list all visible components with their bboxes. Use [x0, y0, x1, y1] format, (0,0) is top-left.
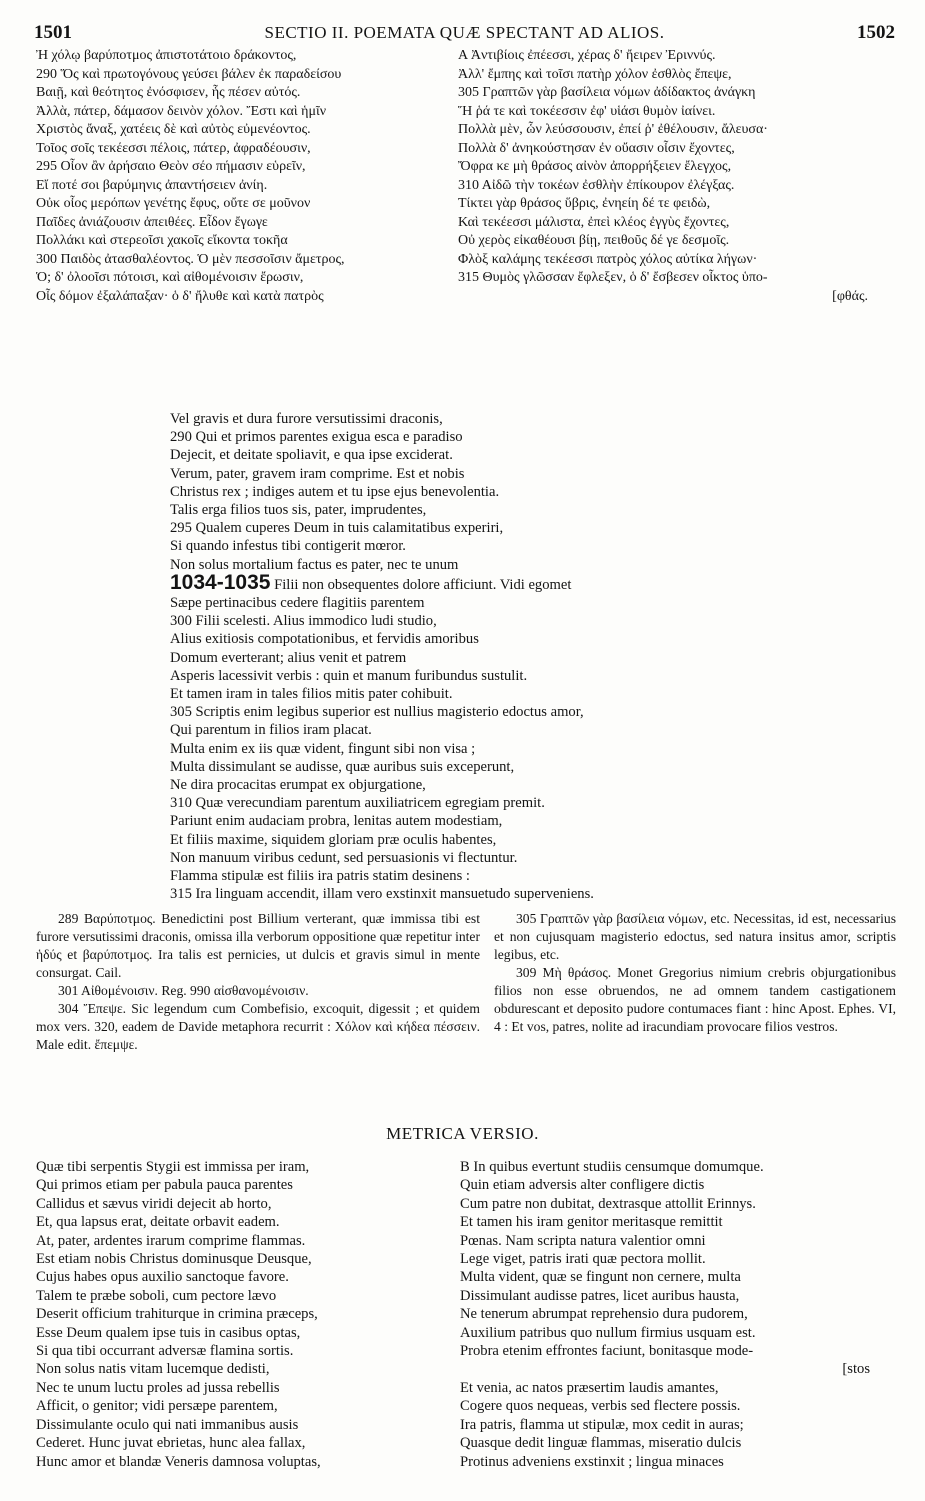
verse-line: Dissimulant audisse patres, licet auribus hausta, — [460, 1287, 740, 1304]
latin-line-with-marker — [170, 570, 810, 594]
greek-line: Πολλάκι καὶ στερεοῖσι χακοῖς εἴκοντα τοκῆα — [36, 233, 288, 248]
latin-line: 310 Quæ verecundiam parentum auxiliatricem egregiam premit. — [170, 795, 545, 812]
verse-line: Talem te præbe soboli, cum pectore lævo — [36, 1287, 277, 1304]
footnote: 305 Γραπτῶν γὰρ βασίλεια νόμων, etc. Necessitas, id est, necessarius et non cujusquam magisterio edoctus, sed natura insitus amor, scriptis legibus, etc. — [494, 911, 896, 962]
verse-line: Cederet. Hunc juvat ebrietas, hunc alea fallax, — [36, 1435, 306, 1452]
verse-line: Protinus adveniens exstinxit ; lingua minaces — [460, 1453, 724, 1470]
latin-translation — [170, 410, 810, 903]
verse-line: Ira patris, flamma ut stipulæ, mox cedit in auras; — [460, 1416, 744, 1433]
greek-line: Πολλὰ μὲν, ὧν λεύσσουσιν, ἐπεί ῥ' ἐθέλουσιν, ἄλευσα· — [458, 122, 768, 137]
footnotes-right — [494, 910, 896, 1036]
latin-line: Multa enim ex iis quæ vident, fingunt sibi non visa ; — [170, 740, 476, 757]
greek-line: Χριστὸς ἄναξ, χατέεις δὲ καὶ αὐτὸς εὐμενέοντος. — [36, 122, 311, 137]
verse-line: Cum patre non dubitat, dextrasque attollit Erinnys. — [460, 1195, 756, 1212]
greek-line: Οὐ χερὸς εἰκαθέουσι βίῃ, πειθοῦς δέ γε δεσμοῖς. — [458, 233, 730, 248]
metrica-versio-heading: METRICA VERSIO. — [386, 1124, 539, 1143]
latin-line: Vel gravis et dura furore versutissimi draconis, — [170, 411, 443, 427]
greek-line: Οἷς δόμον ἐξαλάπαξαν· ὁ δ' ἤλυθε καὶ κατὰ πατρὸς — [36, 288, 324, 304]
verse-line: At, pater, ardentes irarum comprime flammas. — [36, 1232, 306, 1249]
running-title: SECTIO II. POEMATA QUÆ SPECTANT AD ALIOS. — [264, 23, 665, 42]
greek-line: Ὄφρα κε μὴ θράσος αἰνὸν ἀπορρήξειεν ἔλεγχος, — [458, 159, 732, 174]
footnote: 289 Βαρύποτμος. Benedictini post Billium verterant, quæ immissa tibi est furore versutissimi draconis, omissa illa verborum oppositione quæ repetitur inter ἡδύς et βαρύποτμος. Ira talis est pernicies, ut dulcis et gravis simul in mente consurgat. Cail. — [36, 911, 480, 980]
latin-line: Sæpe pertinacibus cedere flagitiis parentem — [170, 595, 425, 612]
greek-line: Οὐκ οἶος μερόπων γενέτης ἔφυς, οὔτε σε μοῦνον — [36, 196, 311, 211]
latin-line: Non manuum viribus cedunt, sed persuasionis vi flectuntur. — [170, 849, 518, 866]
verse-line: Cogere quos nequeas, verbis sed flectere possis. — [460, 1398, 741, 1415]
verse-line: Dissimulante oculo qui nati immanibus ausis — [36, 1416, 299, 1433]
latin-line-text: Filii non obsequentes dolore afficiunt. Vidi egomet — [274, 576, 572, 593]
latin-line: Christus rex ; indiges autem et tu ipse ejus benevolentia. — [170, 483, 500, 500]
greek-line: 290 Ὅς καὶ πρωτογόνους γεύσει βάλεν ἐκ παραδείσου — [36, 66, 342, 82]
verse-line: [stos — [842, 1361, 870, 1378]
footnote: 309 Μὴ θράσος. Monet Gregorius nimium crebris objurgationibus filios non esse obruendos, ne ad omnem tandem castigationem obdurescant et deposito pudore contumaces fiant : hinc Apost. Ephes. VI, 4 : Et vos, patres, nolite ad iracundiam provocare filios vestros. — [494, 965, 896, 1034]
latin-line: Et filiis maxime, siquidem gloriam præ oculis habentes, — [170, 831, 497, 848]
latin-line: 290 Qui et primos parentes exigua esca e paradiso — [170, 429, 463, 446]
greek-line: Βαιῇ, καὶ θεότητος ἐνόσφισεν, ἧς πέσεν αὐτός. — [36, 85, 301, 100]
verse-line: Quin etiam adversis alter confligere dictis — [460, 1177, 705, 1194]
greek-line: Ὁ; δ' ὀλοοῖσι πότοισι, καὶ αἰθομένοισιν ἔρωσιν, — [36, 270, 304, 285]
greek-line: 305 Γραπτῶν γὰρ βασίλεια νόμων ἀδίδακτος ἀνάγκη — [458, 85, 756, 100]
page-header — [34, 22, 895, 46]
verse-line: Lege viget, patris irati quæ pectora mollit. — [460, 1251, 706, 1268]
verse-line: Et, qua lapsus erat, deitate orbavit eadem. — [36, 1214, 280, 1231]
verse-line: Pœnas. Nam scripta natura valentior omni — [460, 1232, 706, 1249]
greek-line: Πολλὰ δ' ἀνηκούστησαν ἐν οὔασιν οἷσιν ἔχοντες, — [458, 140, 735, 156]
greek-line: A Ἀντιβίοις ἐπέεσσι, χέρας δ' ἤειρεν Ἐριννύς. — [458, 48, 716, 63]
greek-line: Ἀλλ' ἔμπης καὶ τοῖσι πατὴρ χόλον ἐσθλὸς ἔπεψε, — [458, 66, 732, 82]
column-marker: 1034-1035 — [170, 570, 271, 594]
latin-line: Talis erga filios tuos sis, pater, imprudentes, — [170, 502, 427, 519]
latin-line: Et tamen iram in tales filios mitis pater cohibuit. — [170, 686, 453, 703]
latin-line: 315 Ira linguam accendit, illam vero exstinxit mansuetudo superveniens. — [170, 886, 594, 903]
verse-line: Et venia, ac natos præsertim laudis amantes, — [460, 1379, 719, 1396]
greek-text-left-column — [36, 47, 454, 306]
verse-line: Qui primos etiam per pabula pauca parentes — [36, 1177, 293, 1194]
verse-line: Et tamen his iram genitor meritasque remittit — [460, 1214, 723, 1231]
latin-line: Alius exitiosis compotationibus, et fervidis amoribus — [170, 631, 479, 648]
verse-line: Auxilium patribus quo nullum firmius usquam est. — [460, 1324, 756, 1341]
greek-line: Τοῖος σοῖς τεκέεσσι πέλοις, πάτερ, ἀφραδέουσιν, — [36, 140, 311, 156]
latin-line: Asperis lacessivit verbis : quin et manum furibundus sustulit. — [170, 667, 528, 684]
latin-line: 300 Filii scelesti. Alius immodico ludi studio, — [170, 613, 437, 630]
verse-line: Probra etenim effrontes faciunt, bonitasque mode- — [460, 1343, 754, 1360]
footnote: 301 Αἰθομένοισιν. Reg. 990 αἰσθανομένοισιν. — [58, 983, 309, 998]
greek-line: Εἴ ποτέ σοι βαρύμηνις ἀπαντήσειεν ἀνίη. — [36, 177, 268, 193]
metrical-version-right — [460, 1158, 900, 1471]
verse-line: Quasque dedit linguæ flammas, miseratio dulcis — [460, 1435, 742, 1452]
latin-line: Domum everterant; alius venit et patrem — [170, 649, 407, 666]
verse-line: Si qua tibi occurrant adversæ flamina sortis. — [36, 1343, 294, 1360]
verse-line: B In quibus evertunt studiis censumque domumque. — [460, 1159, 764, 1175]
greek-text-right-column — [458, 47, 898, 306]
latin-line: Dejecit, et deitate spoliavit, e qua ipse exciderat. — [170, 447, 453, 464]
page-number-left: 1501 — [34, 22, 72, 43]
footnotes-left — [36, 910, 480, 1054]
latin-line: Pariunt enim audaciam probra, lenitas autem modestiam, — [170, 813, 503, 830]
verse-line: Ne tenerum abrumpat reprehensio dura pudorem, — [460, 1306, 748, 1323]
verse-line: Multa vident, quæ se fingunt non cernere, multa — [460, 1269, 741, 1286]
verse-line: Hunc amor et blandæ Veneris damnosa voluptas, — [36, 1453, 321, 1470]
greek-line: Ἀλλὰ, πάτερ, δάμασον δεινὸν χόλον. Ἔστι καὶ ἡμῖν — [36, 103, 327, 119]
verse-line: Nec te unum luctu proles ad jussa rebellis — [36, 1379, 280, 1396]
greek-line: Φλὸξ καλάμης τεκέεσσι πατρὸς χόλος αὐτίκα λήγων· — [458, 251, 758, 267]
latin-line: Ne dira procacitas erumpat ex objurgatione, — [170, 777, 426, 794]
verse-line: Cujus habes opus auxilio sanctoque favore. — [36, 1269, 289, 1286]
greek-line: Καὶ τεκέεσσι μάλιστα, ἐπεὶ κλέος ἐγγὺς ἔχοντες, — [458, 214, 730, 230]
greek-line: 310 Αἰδῶ τὴν τοκέων ἐσθλὴν ἐπίκουρον ἐλέγξας. — [458, 177, 735, 193]
metrical-version-left — [36, 1158, 476, 1471]
greek-line: [φθάς. — [832, 288, 868, 304]
verse-line: Non solus natis vitam lucemque dedisti, — [36, 1361, 270, 1378]
verse-line: Callidus et sævus viridi dejecit ab horto, — [36, 1195, 272, 1212]
latin-line: Multa dissimulant se audisse, quæ auribus suis exceperunt, — [170, 758, 515, 775]
greek-line: 300 Παιδὸς ἀτασθαλέοντος. Ὁ μὲν πεσσοῖσιν ἄμετρος, — [36, 251, 345, 267]
greek-line: Ἠ χόλῳ βαρύποτμος ἀπιστοτάτοιο δράκοντος, — [36, 48, 297, 63]
greek-line: 295 Οἷον ἂν ἀρήσαιο Θεὸν σέο πήμασιν εὑρεῖν, — [36, 159, 306, 174]
latin-line: 305 Scriptis enim legibus superior est nullius magisterio edoctus amor, — [170, 704, 584, 721]
greek-line: Ἥ ῥά τε καὶ τοκέεσσιν ἐφ' υἱάσι θυμὸν ἰαίνει. — [458, 103, 716, 119]
latin-line: Verum, pater, gravem iram comprime. Est et nobis — [170, 465, 465, 482]
verse-line: Afficit, o genitor; vidi persæpe parentem, — [36, 1398, 278, 1415]
greek-line: 315 Θυμὸς γλῶσσαν ἔφλεξεν, ὁ δ' ἔσβεσεν οἶκτος ὑπο- — [458, 270, 768, 285]
verse-line: Est etiam nobis Christus dominusque Deusque, — [36, 1251, 312, 1268]
verse-line: Esse Deum qualem ipse tuis in casibus optas, — [36, 1324, 301, 1341]
latin-line: Qui parentum in filios iram placat. — [170, 722, 372, 739]
latin-line: Si quando infestus tibi contigerit mœror. — [170, 538, 406, 555]
verse-line: Deserit officium trahiturque in crimina præceps, — [36, 1306, 318, 1323]
latin-line: Flamma stipulæ est filiis ira patris statim desinens : — [170, 868, 470, 885]
latin-line: Non solus mortalium factus es pater, nec te unum — [170, 556, 459, 573]
latin-line: 295 Qualem cuperes Deum in tuis calamitatibus experiri, — [170, 520, 504, 537]
footnote: 304 Ἔπεψε. Sic legendum cum Combefisio, excoquit, digessit ; et quidem mox vers. 320, eadem de Davide metaphora recurrit : Χόλον καὶ κήδεα πέσσειν. Male edit. ἔπεμψε. — [36, 1001, 480, 1052]
page-number-right: 1502 — [857, 22, 895, 43]
verse-line: Quæ tibi serpentis Stygii est immissa per iram, — [36, 1159, 310, 1175]
greek-line: Τίκτει γὰρ θράσος ὕβρις, ἐνηείη δέ τε φειδὼ, — [458, 196, 711, 211]
greek-line: Παῖδες ἀνιάζουσιν ἀπειθέες. Εἶδον ἔγωγε — [36, 214, 268, 230]
